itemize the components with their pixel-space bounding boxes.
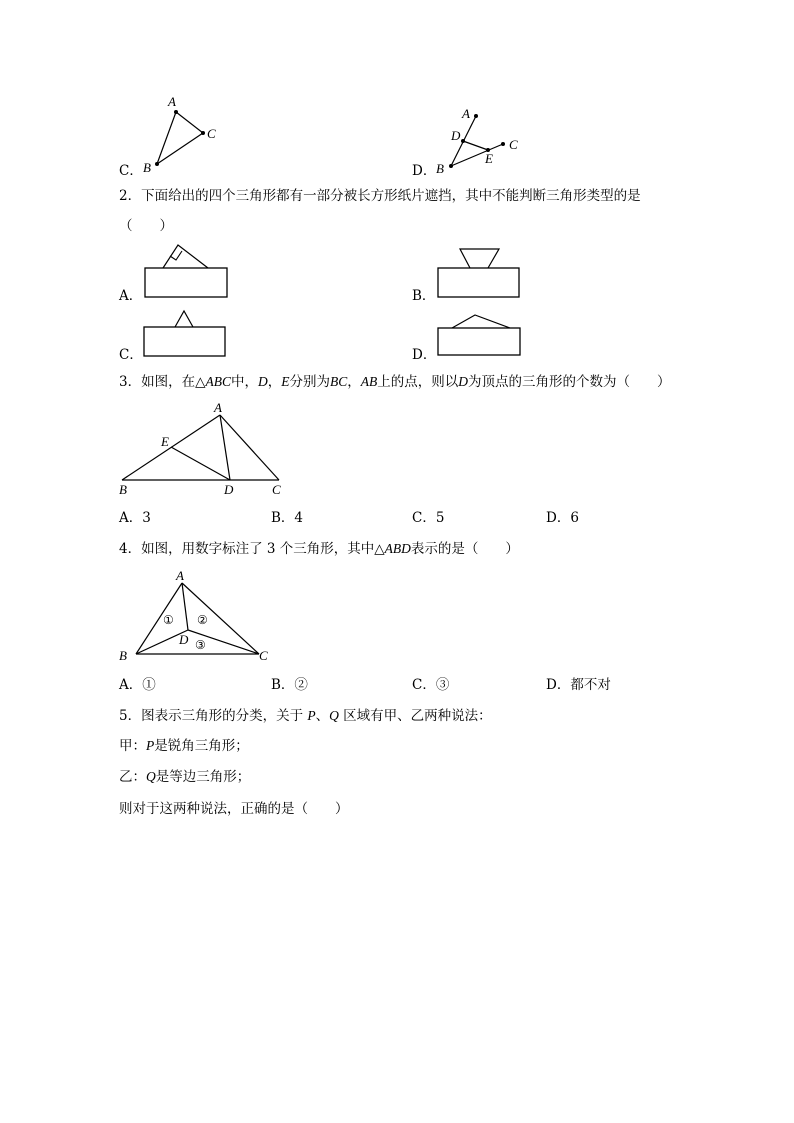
q5-question: 则对于这两种说法，正确的是（ ） bbox=[119, 801, 349, 817]
q2-option-d-label[interactable]: D． bbox=[412, 347, 437, 363]
q3-stem-d2: D bbox=[458, 374, 468, 389]
q2-option-a-label[interactable]: A． bbox=[119, 288, 143, 304]
q4-stem-abd: ABD bbox=[384, 541, 411, 556]
q3-stem-d: D bbox=[257, 374, 268, 389]
q3-label-a: A bbox=[214, 400, 222, 415]
q1-fig-d-label-b: B bbox=[436, 161, 444, 176]
q5-stem-suffix: 区域有甲、乙两种说法： bbox=[338, 708, 492, 724]
q1-fig-c-label-b: B bbox=[143, 160, 151, 175]
q3-stem-bc: BC bbox=[329, 374, 348, 389]
q3-option-c[interactable]: C．5 bbox=[412, 510, 445, 526]
q3-option-a[interactable]: A．3 bbox=[119, 510, 151, 526]
q3-stem-suffix: 为顶点的三角形的个数为（ ） bbox=[468, 374, 671, 390]
q3-stem-mid3: 上的点，则以 bbox=[377, 374, 459, 390]
q3-label-e: E bbox=[161, 434, 169, 449]
q4-option-c[interactable]: C．③ bbox=[412, 677, 450, 693]
q4-option-b[interactable]: B．② bbox=[271, 677, 308, 693]
q3-stem-ab: AB bbox=[360, 374, 378, 389]
q4-region-1: ① bbox=[163, 613, 174, 627]
q5-yi-q: Q bbox=[146, 769, 156, 784]
q3-label-c: C bbox=[272, 482, 281, 497]
q5-jia-prefix: 甲： bbox=[119, 738, 146, 754]
q3-stem-mid2: 分别为 bbox=[289, 374, 330, 390]
q3-stem-mid1: 中， bbox=[230, 374, 258, 390]
q3-option-b[interactable]: B．4 bbox=[271, 510, 304, 526]
q5-yi-suffix: 是等边三角形； bbox=[155, 769, 251, 785]
q1-fig-d-label-e: E bbox=[485, 151, 493, 166]
q4-stem-prefix: 4．如图，用数字标注了 3 个三角形，其中△ bbox=[119, 541, 385, 557]
q5-statement-jia bbox=[119, 737, 249, 755]
q1-fig-c-label-c: C bbox=[207, 126, 216, 141]
q3-option-d[interactable]: D．6 bbox=[546, 510, 579, 526]
q5-stem bbox=[119, 707, 492, 725]
q2-option-c-label[interactable]: C． bbox=[119, 347, 143, 363]
q4-stem-suffix: 表示的是（ ） bbox=[410, 541, 519, 557]
q4-region-2: ② bbox=[197, 613, 208, 627]
q2-stem-line1: 2．下面给出的四个三角形都有一部分被长方形纸片遮挡，其中不能判断三角形类型的是 bbox=[119, 188, 641, 204]
q5-stem-q: Q bbox=[329, 708, 339, 723]
q4-label-a: A bbox=[176, 568, 184, 583]
q3-label-b: B bbox=[119, 482, 127, 497]
q3-label-d: D bbox=[224, 482, 234, 497]
q5-stem-prefix: 5．图表示三角形的分类，关于 bbox=[119, 708, 308, 724]
q5-stem-p: P bbox=[307, 708, 316, 723]
q4-label-b: B bbox=[119, 648, 127, 663]
q5-jia-p: P bbox=[146, 738, 155, 753]
q1-fig-d-label-c: C bbox=[509, 137, 518, 152]
q3-stem-comma: ， bbox=[267, 374, 282, 390]
q5-yi-prefix: 乙： bbox=[119, 769, 146, 785]
q1-fig-d-label-a: A bbox=[462, 106, 470, 121]
q3-stem-prefix: 3．如图，在△ bbox=[119, 374, 206, 390]
q5-statement-yi bbox=[119, 768, 250, 786]
q4-region-3: ③ bbox=[195, 638, 206, 652]
q1-option-d-label[interactable]: D． bbox=[412, 163, 437, 179]
q4-option-d[interactable]: D．都不对 bbox=[546, 677, 611, 693]
q5-jia-suffix: 是锐角三角形； bbox=[154, 738, 249, 754]
q4-label-d: D bbox=[179, 632, 189, 647]
q1-fig-d-label-d: D bbox=[451, 128, 461, 143]
q2-stem-line2: （ ） bbox=[119, 218, 173, 234]
q3-stem-comma2: ， bbox=[347, 374, 361, 390]
q1-option-c-label[interactable]: C． bbox=[119, 163, 143, 179]
q4-option-a[interactable]: A．① bbox=[119, 677, 156, 693]
q2-option-b-label[interactable]: B． bbox=[412, 288, 436, 304]
q4-label-c: C bbox=[259, 648, 268, 663]
q1-fig-c-label-a: A bbox=[168, 94, 176, 109]
q5-stem-sep: 、 bbox=[315, 708, 330, 724]
q3-stem-e: E bbox=[281, 374, 290, 389]
q3-stem-abc: ABC bbox=[205, 374, 231, 389]
